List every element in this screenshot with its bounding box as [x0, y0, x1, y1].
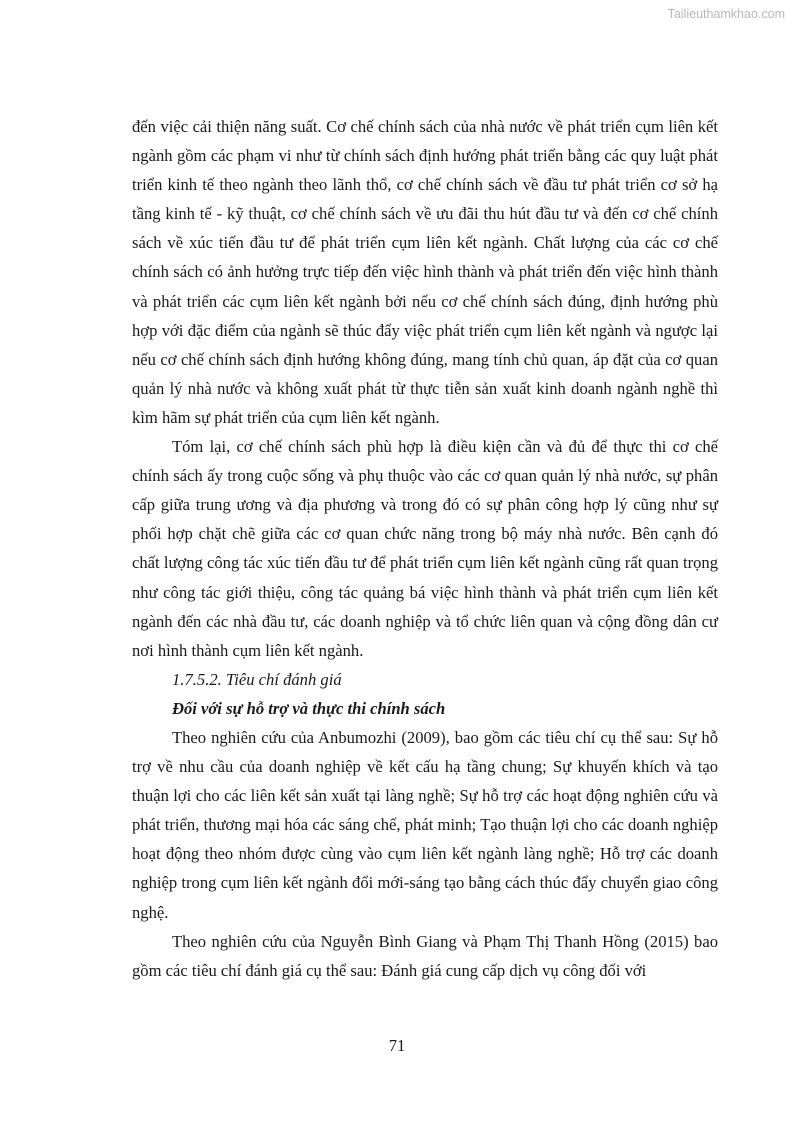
watermark: Tailieuthamkhao.com — [667, 7, 785, 21]
page-number: 71 — [388, 1036, 406, 1055]
paragraph-anbumozhi: Theo nghiên cứu của Anbumozhi (2009), bao gồm các tiêu chí cụ thể sau: Sự hỗ trợ về nhu cầu của doanh nghiệp về kết cấu hạ tầng chung; Sự khuyến khích và tạo thuận lợi cho các liên kết sản xuất tại làng nghề; Sự hỗ trợ các hoạt động nghiên cứu và phát triển, thương mại hóa các sáng chế, phát minh; Tạo thuận lợi cho các doanh nghiệp hoạt động theo nhóm được cùng vào cụm liên kết ngành làng nghề; Hỗ trợ các doanh nghiệp trong cụm liên kết ngành đổi mới-sáng tạo bằng cách thúc đẩy chuyển giao công nghệ. — [132, 727, 718, 922]
paragraph-nguyen-binh-giang: Theo nghiên cứu của Nguyễn Bình Giang và Phạm Thị Thanh Hồng (2015) bao gồm các tiêu chí đánh giá cụ thể sau: Đánh giá cung cấp dịch vụ công đối với — [132, 931, 718, 980]
paragraph-policy-mechanism: đến việc cải thiện năng suất. Cơ chế chính sách của nhà nước về phát triển cụm liên kết ngành gồm các phạm vi như từ chính sách định hướng phát triển bằng các quy luật phát triển kinh tế theo ngành theo lãnh thổ, cơ chế chính sách về đầu tư phát triển cơ sở hạ tầng kinh tế - kỹ thuật, cơ chế chính sách về ưu đãi thu hút đầu tư và đến cơ chế chính sách về xúc tiến đầu tư để phát triển cụm liên kết ngành. Chất lượng của các cơ chế chính sách có ảnh hưởng trực tiếp đến việc hình thành và phát triển đến việc hình thành và phát triển các cụm liên kết ngành bởi nếu cơ chế chính sách đúng, định hướng phù hợp với đặc điểm của ngành sẽ thúc đẩy việc phát triển cụm liên kết ngành và ngược lại nếu cơ chế chính sách định hướng không đúng, mang tính chủ quan, áp đặt của cơ quan quản lý nhà nước và không xuất phát từ thực tiễn sản xuất kinh doanh ngành nghề thì kìm hãm sự phát triển của cụm liên kết ngành. — [132, 117, 718, 427]
page-body — [132, 112, 718, 985]
subheading: Đối với sự hỗ trợ và thực thi chính sách — [172, 698, 446, 718]
paragraph-summary: Tóm lại, cơ chế chính sách phù hợp là điều kiện cần và đủ để thực thi cơ chế chính sách ấy trong cuộc sống và phụ thuộc vào các cơ quan quản lý nhà nước, sự phân cấp giữa trung ương và địa phương và trong đó có sự phân công hợp lý cũng như sự phối hợp chặt chẽ giữa các cơ quan chức năng trong bộ máy nhà nước. Bên cạnh đó chất lượng công tác xúc tiến đầu tư để phát triển cụm liên kết ngành cũng rất quan trọng như công tác giới thiệu, công tác quảng bá việc hình thành và phát triển cụm liên kết ngành đến các nhà đầu tư, các doanh nghiệp và tổ chức liên quan và cộng đồng dân cư nơi hình thành cụm liên kết ngành. — [132, 437, 718, 660]
section-heading: 1.7.5.2. Tiêu chí đánh giá — [172, 669, 342, 689]
